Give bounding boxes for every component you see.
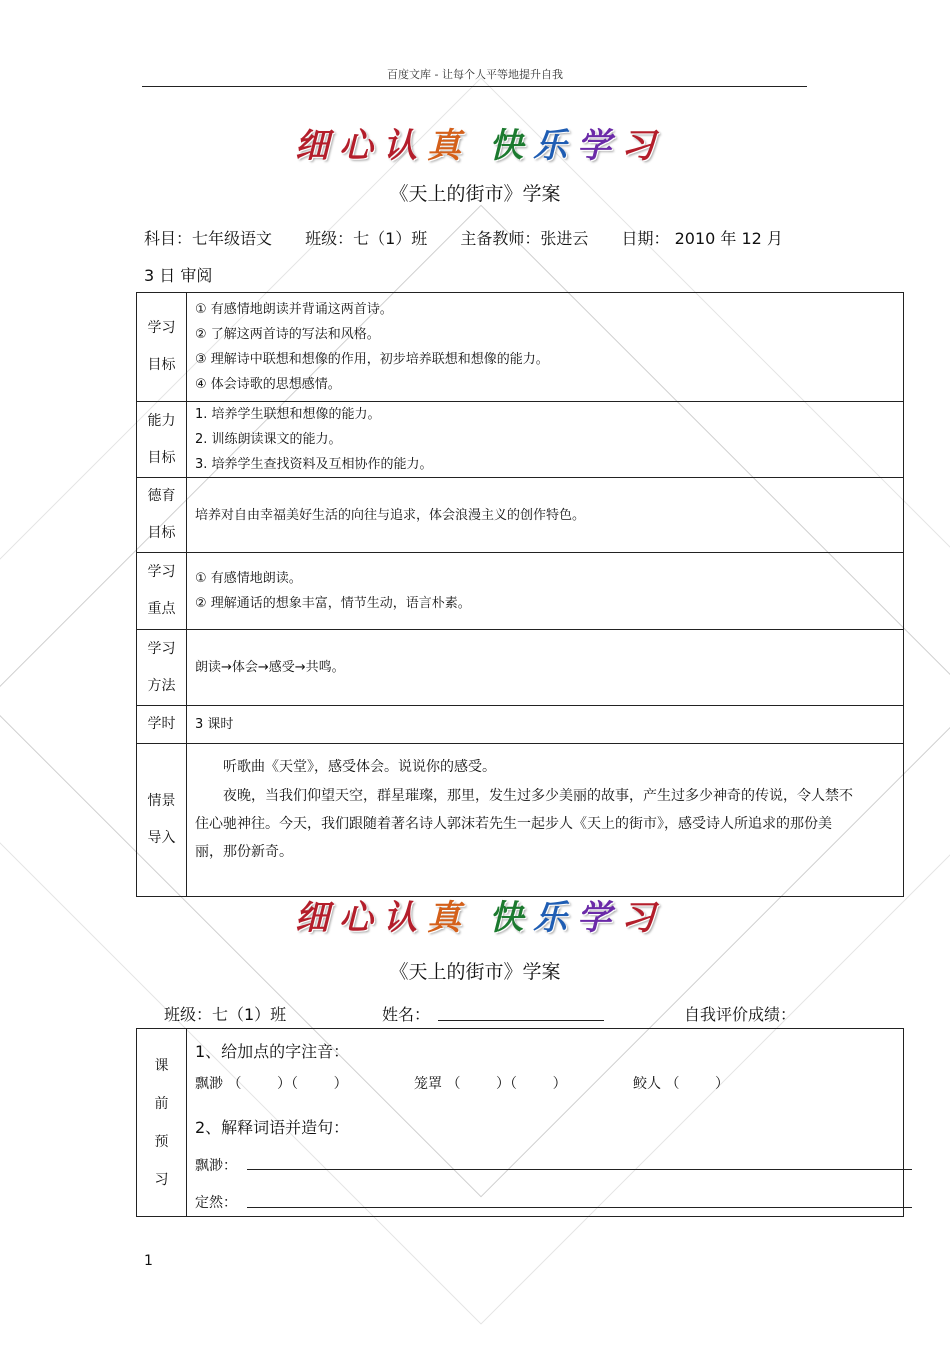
question-1: 1、给加点的字注音： bbox=[195, 1042, 350, 1061]
page-number: 1 bbox=[144, 1253, 153, 1269]
banner-char: 心 bbox=[339, 126, 383, 166]
row-content: 听歌曲《天堂》，感受体会。说说你的感受。 夜晚，当我们仰望天空，群星璀璨，那里，发生过多少美丽的故事，产生过多少神奇的传说，令人禁不住心驰神往。今天，我们跟随着著名诗人郭沫若先生一起步人《天上的街市》，感受诗人所追求的那份美丽，那份新奇。 bbox=[187, 744, 904, 897]
banner-char: 细 bbox=[295, 898, 339, 938]
page2-title: 《天上的街市》学案 bbox=[389, 961, 561, 983]
q2-answer-line[interactable] bbox=[247, 1207, 912, 1208]
meta-row-2: 3 日 审阅 bbox=[144, 266, 213, 285]
page-title: 《天上的街市》学案 bbox=[389, 183, 561, 205]
table-row bbox=[137, 630, 904, 706]
preview-content bbox=[187, 1029, 904, 1217]
banner-char: 细 bbox=[295, 126, 339, 166]
table-row bbox=[137, 706, 904, 744]
table-row bbox=[137, 1029, 904, 1217]
banner-char: 认 bbox=[383, 898, 427, 938]
banner-char: 认 bbox=[383, 126, 427, 166]
q2-answer-line[interactable] bbox=[247, 1169, 912, 1170]
row-label: 学习 重点 bbox=[137, 553, 187, 630]
q1-item: 飘渺 （ ）（ ） bbox=[195, 1076, 348, 1092]
meta-row bbox=[144, 226, 783, 249]
row-label: 德育 目标 bbox=[137, 478, 187, 553]
banner bbox=[270, 124, 690, 168]
row-label: 学习 方法 bbox=[137, 630, 187, 706]
banner-char: 习 bbox=[621, 126, 665, 166]
row-content: 3 课时 bbox=[187, 706, 904, 744]
row-content: 朗读→体会→感受→共鸣。 bbox=[187, 630, 904, 706]
banner-char: 心 bbox=[339, 898, 383, 938]
table-row bbox=[137, 293, 904, 402]
row-label: 学时 bbox=[137, 706, 187, 744]
banner-char: 学 bbox=[577, 126, 621, 166]
row-content: ① 有感情地朗读并背诵这两首诗。 ② 了解这两首诗的写法和风格。 ③ 理解诗中联想和想像的作用，初步培养联想和想像的能力。 ④ 体会诗歌的思想感情。 bbox=[187, 293, 904, 402]
banner-char: 快 bbox=[489, 126, 533, 166]
q2-item: 飘渺： bbox=[195, 1158, 237, 1174]
row-content: ① 有感情地朗读。 ② 理解通话的想象丰富，情节生动，语言朴素。 bbox=[187, 553, 904, 630]
banner-char: 真 bbox=[427, 898, 471, 938]
student-info-row bbox=[164, 1002, 804, 1025]
student-name-field[interactable] bbox=[438, 1020, 604, 1021]
header-divider bbox=[142, 86, 807, 87]
student-class: 班级：七（1）班 bbox=[164, 1005, 287, 1024]
preview-label: 课 前 预 习 bbox=[137, 1029, 187, 1217]
student-name-label: 姓名： bbox=[382, 1005, 431, 1024]
banner-char: 习 bbox=[621, 898, 665, 938]
preview-table bbox=[136, 1028, 904, 1217]
row-label: 学习 目标 bbox=[137, 293, 187, 402]
q1-item: 鲛人 （ ） bbox=[633, 1076, 730, 1092]
row-label: 能力 目标 bbox=[137, 402, 187, 478]
banner-char: 乐 bbox=[533, 126, 577, 166]
row-content: 1. 培养学生联想和想像的能力。 2. 训练朗读课文的能力。 3. 培养学生查找资料及互相协作的能力。 bbox=[187, 402, 904, 478]
table-row bbox=[137, 402, 904, 478]
banner-char: 乐 bbox=[533, 898, 577, 938]
q1-item: 笼罩 （ ）（ ） bbox=[414, 1076, 567, 1092]
self-score-label: 自我评价成绩： bbox=[684, 1005, 797, 1024]
banner-2 bbox=[270, 896, 690, 940]
table-row bbox=[137, 478, 904, 553]
banner-char: 学 bbox=[577, 898, 621, 938]
row-label: 情景 导入 bbox=[137, 744, 187, 897]
table-row bbox=[137, 553, 904, 630]
meta-date: 日期： 2010 年 12 月 bbox=[621, 229, 783, 248]
banner-text-1 bbox=[270, 124, 690, 168]
table-row bbox=[137, 744, 904, 897]
page-header: 百度文库 - 让每个人平等地提升自我 bbox=[387, 68, 563, 81]
meta-teacher: 主备教师：张进云 bbox=[460, 229, 589, 248]
meta-class: 班级：七（1）班 bbox=[305, 229, 428, 248]
banner-char: 快 bbox=[489, 898, 533, 938]
lesson-plan-table bbox=[136, 292, 904, 897]
banner-char: 真 bbox=[427, 126, 471, 166]
row-content: 培养对自由幸福美好生活的向往与追求，体会浪漫主义的创作特色。 bbox=[187, 478, 904, 553]
meta-subject: 科目：七年级语文 bbox=[144, 229, 273, 248]
q2-item: 定然： bbox=[195, 1195, 237, 1211]
question-2: 2、解释词语并造句： bbox=[195, 1118, 350, 1137]
banner-text-2 bbox=[270, 896, 690, 940]
